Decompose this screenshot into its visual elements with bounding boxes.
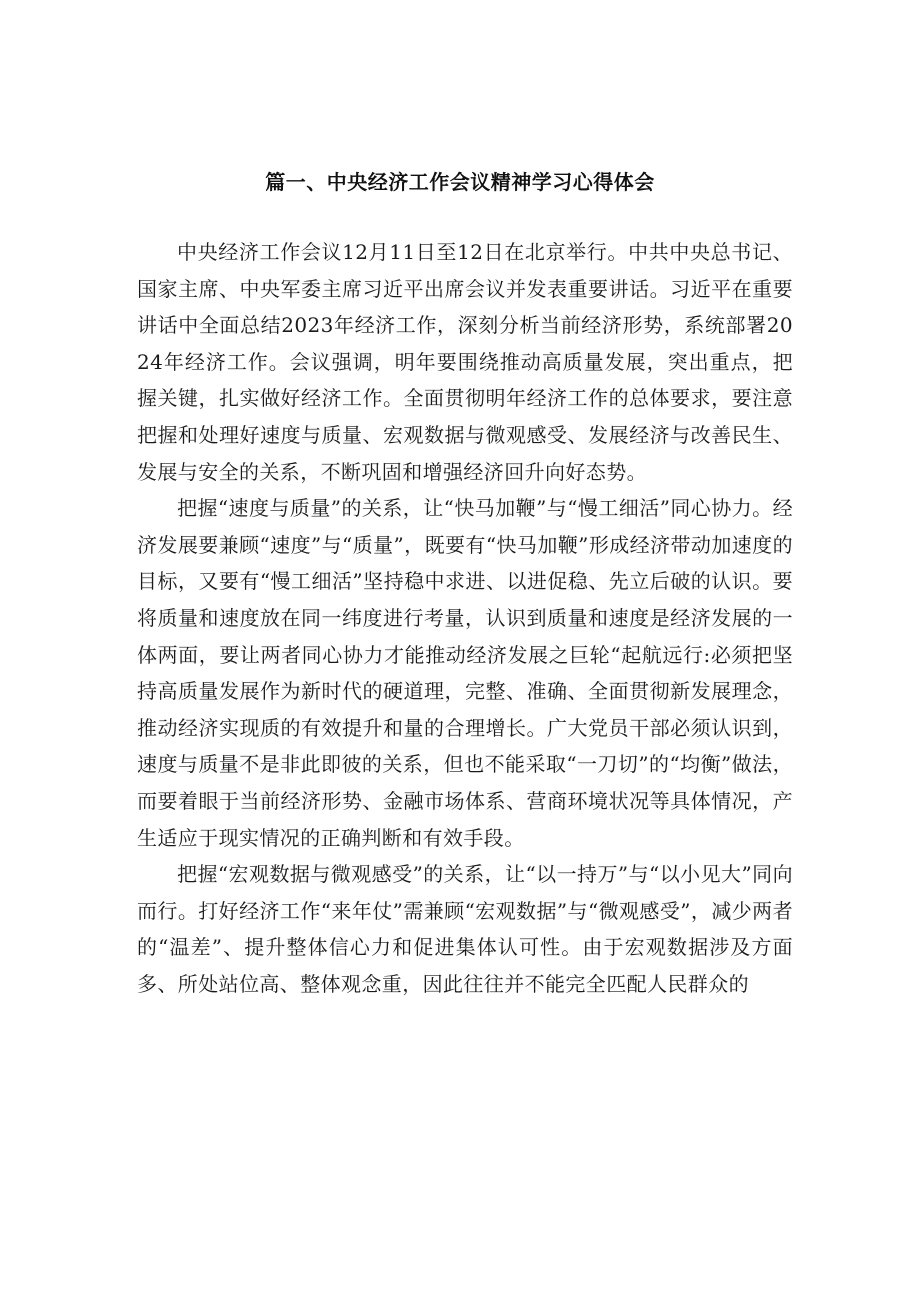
paragraph-1: 中央经济工作会议12月11日至12日在北京举行。中共中央总书记、国家主席、中央军委主席习近平出席会议并发表重要讲话。习近平在重要讲话中全面总结2023年经济工作，深刻分析当前经济形势，系统部署2024年经济工作。会议强调，明年要围绕推动高质量发展，突出重点，把握关键，扎实做好经济工作。全面贯彻明年经济工作的总体要求，要注意把握和处理好速度与质量、宏观数据与微观感受、发展经济与改善民生、发展与安全的关系，不断巩固和增强经济回升向好态势。 <box>137 240 793 484</box>
paragraph-2: 把握“速度与质量”的关系，让“快马加鞭”与“慢工细活”同心协力。经济发展要兼顾“速度”与“质量”，既要有“快马加鞭”形成经济带动加速度的目标，又要有“慢工细活”坚持稳中求进、以进促稳、先立后破的认识。要将质量和速度放在同一纬度进行考量，认识到质量和速度是经济发展的一体两面，要让两者同心协力才能推动经济发展之巨轮“起航远行:必须把坚持高质量发展作为新时代的硬道理，完整、准确、全面贯彻新发展理念，推动经济实现质的有效提升和量的合理增长。广大党员干部必须认识到，速度与质量不是非此即彼的关系，但也不能采取“一刀切”的“均衡”做法，而要着眼于当前经济形势、金融市场体系、营商环境状况等具体情况，产生适应于现实情况的正确判断和有效手段。 <box>137 496 793 850</box>
document-title: 篇一、中央经济工作会议精神学习心得体会 <box>265 170 655 194</box>
paragraph-3: 把握“宏观数据与微观感受”的关系，让“以一持万”与“以小见大”同向而行。打好经济工作“来年仗”需兼顾“宏观数据”与“微观感受”，减少两者的“温差”、提升整体信心力和促进集体认可性。由于宏观数据涉及方面多、所处站位高、整体观念重，因此往往并不能完全匹配人民群众的 <box>137 862 793 996</box>
document-body <box>137 234 793 1002</box>
